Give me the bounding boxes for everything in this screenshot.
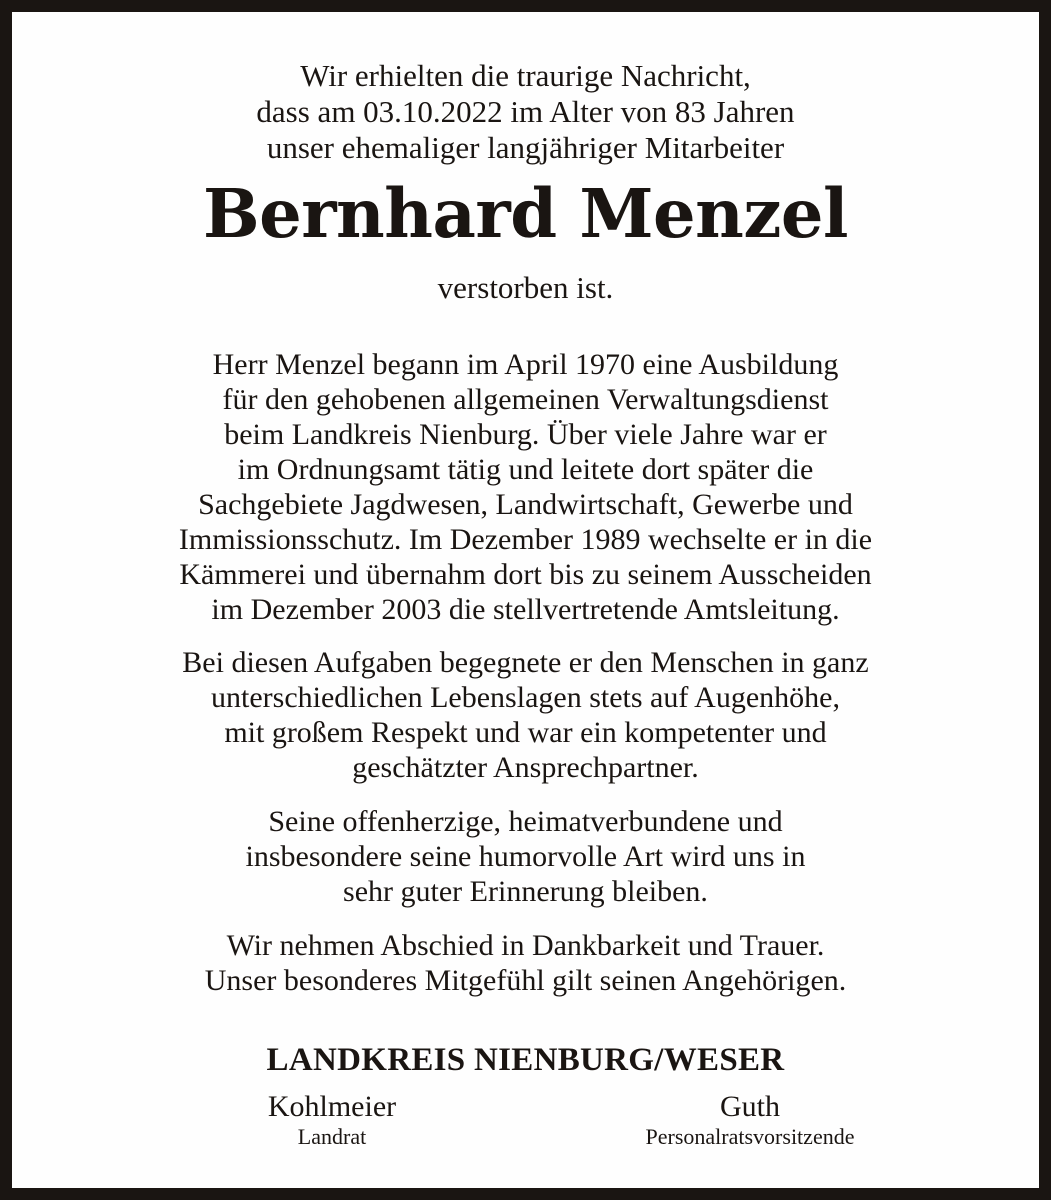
deceased-name: Bernhard Menzel (203, 174, 848, 253)
paragraph-line: Wir nehmen Abschied in Dankbarkeit und Trauer. (226, 929, 825, 962)
paragraph-line: sehr guter Erinnerung bleiben. (343, 875, 708, 908)
paragraph-line: im Ordnungsamt tätig und leitete dort später die (237, 453, 814, 486)
paragraph-line: unterschiedlichen Lebenslagen stets auf Augenhöhe, (211, 681, 840, 714)
signatory-role: Landrat (297, 1124, 367, 1149)
paragraph-line: für den gehobenen allgemeinen Verwaltungsdienst (222, 383, 829, 416)
signatory-name: Kohlmeier (267, 1090, 397, 1123)
intro-line: Wir erhielten die traurige Nachricht, (300, 58, 751, 93)
paragraph-line: Bei diesen Aufgaben begegnete er den Menschen in ganz (182, 646, 869, 679)
paragraph-line: Herr Menzel begann im April 1970 eine Ausbildung (212, 348, 839, 381)
signature-block-left (182, 1090, 482, 1150)
signatory-name: Guth (720, 1090, 780, 1123)
paragraph-line: im Dezember 2003 die stellvertretende Amtsleitung. (211, 593, 840, 626)
paragraph-line: Sachgebiete Jagdwesen, Landwirtschaft, Gewerbe und (198, 488, 853, 521)
intro-line: dass am 03.10.2022 im Alter von 83 Jahren (256, 94, 795, 129)
paragraph-line: Seine offenherzige, heimatverbundene und (268, 805, 783, 838)
status-line: verstorben ist. (437, 270, 614, 305)
paragraph-line: Unser besonderes Mitgefühl gilt seinen Angehörigen. (204, 964, 847, 997)
paragraph-line: geschätzter Ansprechpartner. (352, 751, 699, 784)
paragraph-line: mit großem Respekt und war ein kompetenter und (224, 716, 827, 749)
signatory-role: Personalratsvorsitzende (645, 1124, 855, 1149)
paragraph-line: beim Landkreis Nienburg. Über viele Jahre war er (224, 418, 827, 451)
paragraph-line: Immissionsschutz. Im Dezember 1989 wechselte er in die (178, 523, 873, 556)
paragraph-line: Kämmerei und übernahm dort bis zu seinem Ausscheiden (179, 558, 872, 591)
signature-block-right (590, 1090, 910, 1150)
organization-name: LANDKREIS NIENBURG/WESER (266, 1042, 785, 1078)
intro-line: unser ehemaliger langjähriger Mitarbeiter (266, 130, 785, 165)
paragraph-line: insbesondere seine humorvolle Art wird uns in (245, 840, 806, 873)
